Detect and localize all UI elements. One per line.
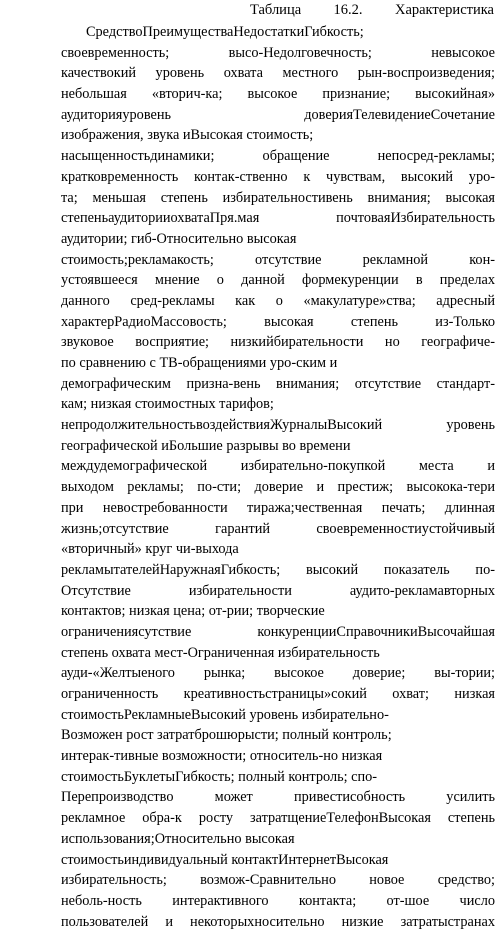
text-line: стоимостьРекламныеВысокий уровень избирательно-	[61, 706, 389, 723]
text-line: выходом рекламы; по-сти; доверие и престиж; высокока-тери	[61, 479, 495, 496]
text-line: Отсутствие избирательности аудито-рекламавторных	[61, 582, 495, 599]
text-line: избирательность; возмож-Сравнительно новое средство;	[61, 872, 495, 889]
text-line: кам; низкая стоимостных тарифов;	[61, 396, 274, 413]
text-line: та; меньшая степень избирательностивень внимания; высокая	[61, 189, 495, 206]
text-line: по сравнению с ТВ-обращениями уро-ским и	[61, 355, 338, 371]
text-line: при невостребованности тиража;чественная печать; длинная	[61, 499, 495, 516]
text-line: данного сред-рекламы как о «макулатуре»ства; адресный	[61, 292, 495, 309]
text-line: демографическим призна-вень внимания; отсутствие стандарт-	[61, 375, 495, 392]
text-line: стоимостьиндивидуальный контактИнтернетВысокая	[61, 851, 389, 868]
table-title: Таблица 16.2. Характеристика	[250, 2, 494, 18]
text-line: использования;Относительно высокая	[61, 830, 295, 847]
text-line: неболь-ность интерактивного контакта; от-шое число	[61, 892, 495, 909]
text-line: рекламытателейНаружнаяГибкость; высокий показатель по-	[61, 561, 495, 578]
text-line: ауди-«Желтыеного рынка; высокое доверие; вы-тории;	[61, 665, 495, 682]
text-line: ограниченность креативностьстраницы»сокий охват; низкая	[61, 686, 495, 702]
text-line: стоимостьБуклетыГибкость; полный контроль; спо-	[61, 768, 378, 785]
text-line: качествокий уровень охвата местного рын-воспроизведения;	[61, 65, 495, 82]
text-line: стоимость;рекламакость; отсутствие рекламной кон-	[61, 251, 495, 268]
text-line: характерРадиоМассовость; высокая степень из-Только	[61, 313, 495, 330]
text-line: рекламное обра-к росту затратщениеТелефонВысокая степень	[61, 810, 495, 827]
text-line: непродолжительностьвоздействияЖурналыВысокий уровень	[61, 417, 495, 434]
text-line: своевременность; высо-Недолговечность; невысокое	[61, 44, 495, 61]
text-line: изображения, звука иВысокая стоимость;	[61, 127, 314, 144]
text-line: насыщенностьдинамики; обращение непосред-рекламы;	[61, 148, 495, 165]
text-line: звуковое восприятие; низкийбирательности но географиче-	[61, 334, 495, 351]
text-line: пользователей и некоторыхносительно низкие затратыстранах	[61, 913, 495, 930]
text-line: Возможен рост затратброшюрысти; полный контроль;	[61, 727, 392, 744]
text-line: аудиторияуровень доверияТелевидениеСочетание	[61, 106, 495, 123]
table-text-body	[61, 22, 495, 932]
text-line: контактов; низкая цена; от-рии; творческие	[61, 603, 325, 620]
text-line: ограничениясутствие конкуренцииСправочникиВысочайшая	[61, 623, 495, 640]
text-line: междудемографической избирательно-покупкой места и	[61, 458, 495, 475]
text-line: степень охвата мест-Ограниченная избирательность	[61, 644, 380, 661]
text-line: кратковременность контак-ственно к чувствам, высокий уро-	[61, 168, 495, 185]
text-line: небольшая «вторич-ка; высокое признание; высокийная»	[61, 86, 495, 103]
text-line: устоявшееся мнение о данной формекуренции в пределах	[61, 272, 495, 289]
text-line: жизнь;отсутствие гарантий своевременностиустойчивый	[61, 520, 495, 537]
text-line: интерак-тивные возможности; относитель-но низкая	[61, 748, 383, 765]
text-line: аудитории; гиб-Относительно высокая	[61, 230, 297, 247]
text-line: географической иБольшие разрывы во времени	[61, 437, 351, 454]
text-line: Перепроизводство может привестисобность усилить	[61, 789, 495, 806]
text-line: СредствоПреимуществаНедостаткиГибкость;	[86, 24, 364, 40]
text-line: «вторичный» круг чи-выхода	[61, 541, 239, 558]
text-line: степеньаудиторииохватаПря.мая почтоваяИзбирательность	[61, 210, 495, 227]
